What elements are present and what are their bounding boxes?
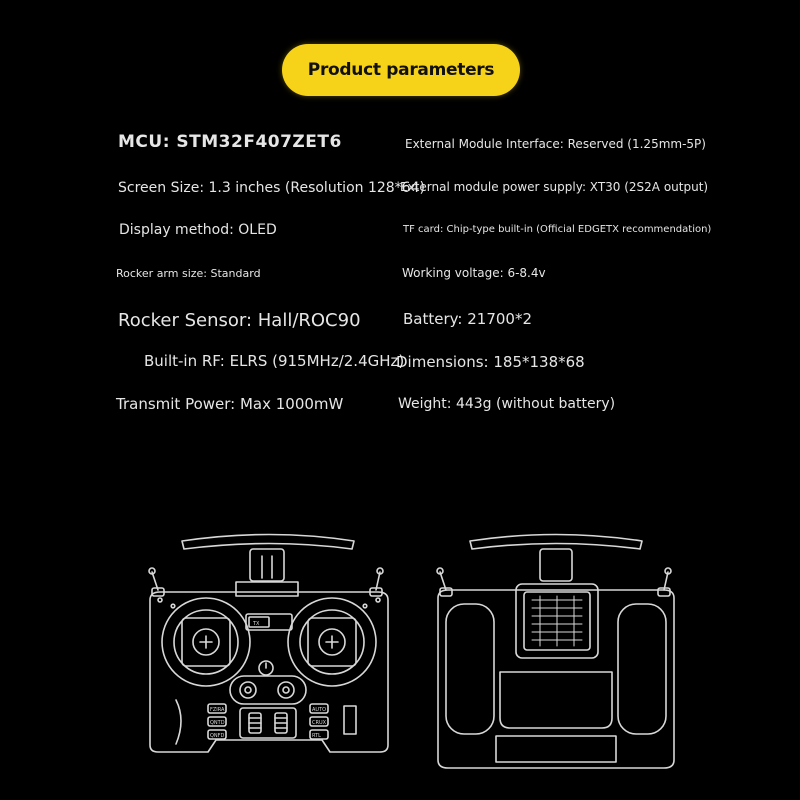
button-label-2: QNTD: [210, 720, 225, 726]
button-label-5: CRUX: [312, 720, 327, 726]
title-pill: [282, 44, 520, 96]
spec-mcu: MCU: STM32F407ZET6: [118, 132, 342, 152]
spec-rocker-sensor: Rocker Sensor: Hall/ROC90: [118, 310, 361, 331]
controller-logo-text: TX: [253, 621, 260, 627]
button-label-6: RTL: [312, 733, 321, 739]
controller-back-view: [437, 535, 674, 769]
spec-display-method: Display method: OLED: [119, 222, 277, 238]
spec-external-module-interface: External Module Interface: Reserved (1.25mm-5P): [405, 137, 706, 151]
button-label-3: QNFD: [210, 733, 225, 739]
spec-dimensions: Dimensions: 185*138*68: [396, 353, 585, 371]
spec-working-voltage: Working voltage: 6-8.4v: [402, 266, 546, 280]
button-label-1: FZIRA: [210, 707, 225, 713]
spec-screen-size: Screen Size: 1.3 inches (Resolution 128*64): [118, 180, 425, 196]
spec-transmit-power: Transmit Power: Max 1000mW: [116, 395, 344, 413]
controller-drawings: [0, 520, 800, 800]
spec-external-module-power: External module power supply: XT30 (2S2A output): [400, 180, 709, 194]
spec-tf-card: TF card: Chip-type built-in (Official EDGETX recommendation): [403, 224, 712, 235]
spec-battery: Battery: 21700*2: [403, 310, 533, 328]
button-label-4: AUTO: [312, 707, 327, 713]
spec-built-in-rf: Built-in RF: ELRS (915MHz/2.4GHz): [144, 352, 405, 370]
page-title: Product parameters: [307, 60, 495, 80]
controller-front-view: [149, 535, 388, 753]
spec-rocker-arm-size: Rocker arm size: Standard: [116, 267, 261, 280]
spec-weight: Weight: 443g (without battery): [398, 396, 616, 412]
